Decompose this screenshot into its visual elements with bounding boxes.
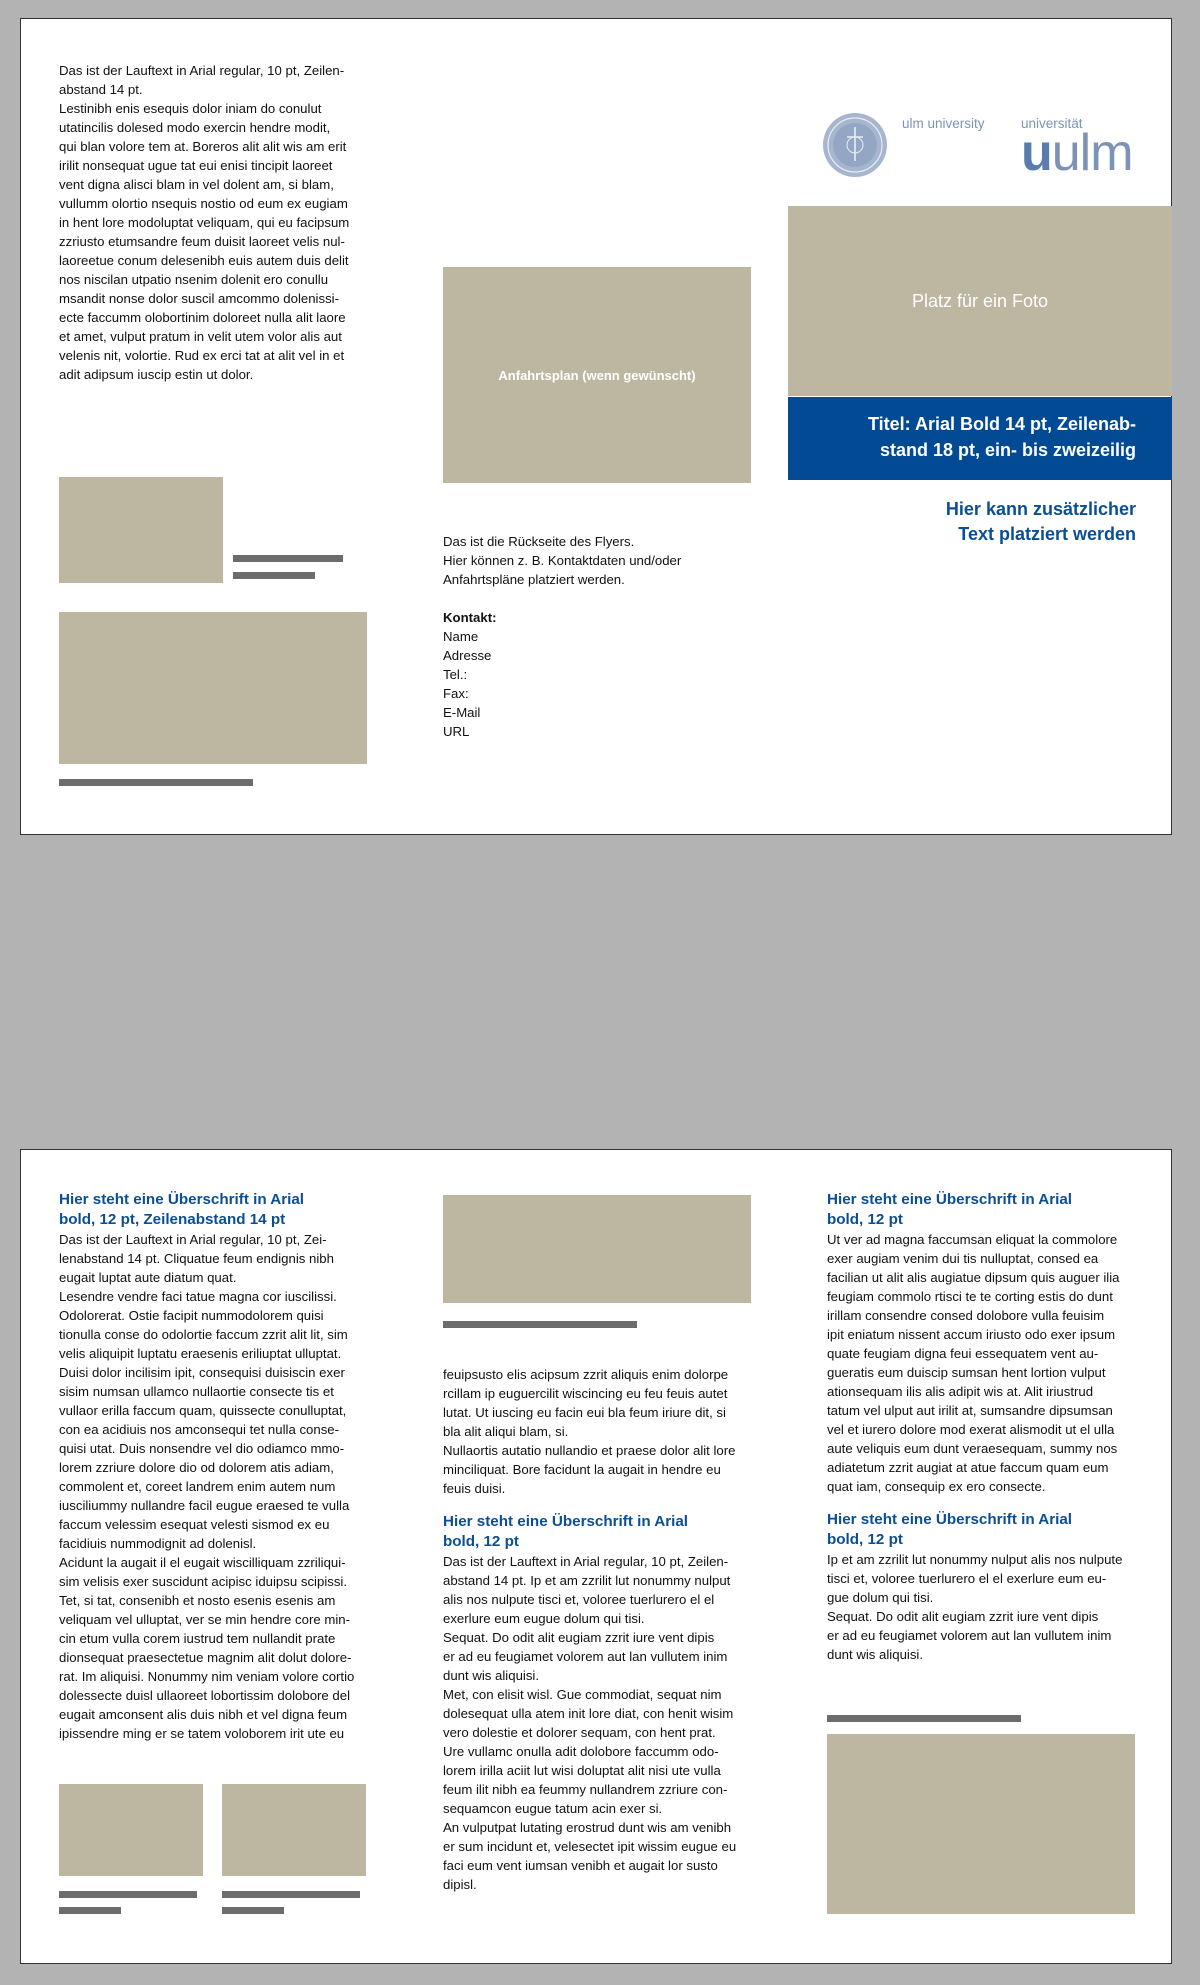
text-line: adit adipsum iuscip estin ut dolor.	[59, 367, 254, 382]
heading-line: Hier steht eine Überschrift in Arial	[443, 1513, 689, 1530]
text-line: Lesendre vendre faci tatue magna cor iuscilissi.	[59, 1289, 337, 1304]
section-heading	[59, 1190, 371, 1230]
image-placeholder-small	[59, 477, 223, 583]
image-placeholder-small	[222, 1784, 366, 1876]
text-line: er sum incidunt et, velesectet ipit wissim eugue eu	[443, 1839, 737, 1854]
text-line: tisci et, voloree tuerlurero el el exerlure eum eu-	[827, 1571, 1107, 1586]
intro-text	[59, 61, 369, 384]
text-line: sisim numsan ullamco nullaortie consecte tis et	[59, 1384, 334, 1399]
text-line: minciliquat. Bore facidunt la augait in hendre eu	[443, 1462, 721, 1477]
logo-wordmark	[1021, 124, 1133, 182]
text-line: velis aliquipit luptatu eraesenis eriliuptat ulluptat.	[59, 1346, 342, 1361]
text-line: adiatetum zzrit augiat at atue faccum quam eum	[827, 1460, 1109, 1475]
text-line: exerlure eum eugue dolum qui tisi.	[443, 1611, 645, 1626]
heading-line: bold, 12 pt, Zeilenabstand 14 pt	[59, 1211, 286, 1228]
contact-heading: Kontakt:	[443, 610, 497, 625]
text-line: laoreetue conum delesenibh euis autem duis delit	[59, 253, 349, 268]
caption-bar	[233, 555, 343, 562]
caption-bar	[59, 1891, 197, 1898]
text-line: Hier können z. B. Kontaktdaten und/oder	[443, 553, 682, 568]
logo-wordmark-text	[1021, 124, 1133, 182]
text-line: commolent et, coreet landrem enim autem num	[59, 1479, 336, 1494]
section-heading	[443, 1512, 757, 1552]
text-line: Sequat. Do odit alit eugiam zzrit iure vent dipis	[827, 1609, 1099, 1624]
text-line: tatum vel ulput aut irilit at, sumsandre dipsumsan	[827, 1403, 1113, 1418]
text-line: er ad eu feugiamet volorem aut lan vullutem inim	[827, 1628, 1112, 1643]
text-line: Tet, si tat, consenibh et nosto esenis esenis am	[59, 1593, 336, 1608]
contact-field-name: Name	[443, 629, 479, 644]
text-line: tionulla conse do odolortie faccum zzrit alit lit, sim	[59, 1327, 348, 1342]
text-line: dipisl.	[443, 1877, 477, 1892]
text-line: vullaor erilla faccum quam, quissecte conulluptat,	[59, 1403, 347, 1418]
heading-line: Hier steht eine Überschrift in Arial	[827, 1511, 1073, 1528]
caption-bar	[222, 1891, 360, 1898]
heading-line: Hier steht eine Überschrift in Arial	[59, 1191, 305, 1208]
text-line: faccum velessim esequat velesti sismod ex eu	[59, 1517, 330, 1532]
text-line: vel et iurero dolore mod exerat alismodit ut el ulla	[827, 1422, 1115, 1437]
text-line: quisi utat. Duis nonsendre vel dio odiamco mmo-	[59, 1441, 345, 1456]
heading-line: bold, 12 pt	[827, 1531, 903, 1548]
text-line: cin etum vulla corem iustrud tem nullandit prate	[59, 1631, 336, 1646]
text-line: er ad eu feugiamet volorem aut lan vullutem inim	[443, 1649, 728, 1664]
text-line: feuipsusto elis acipsum zzrit aliquis enim dolorpe	[443, 1367, 729, 1382]
body-text	[827, 1230, 1147, 1496]
text-line: ecte faccumm olobortinim doloreet nulla alit laore	[59, 310, 346, 325]
text-line: exer augiam venim dui tis nulluptat, consed ea	[827, 1251, 1099, 1266]
text-line: dunt wis aliquisi.	[443, 1668, 540, 1683]
text-line: gue dolum qui tisi.	[827, 1590, 934, 1605]
text-line: faci eum vent iumsan venibh et augait lor susto	[443, 1858, 718, 1873]
body-text	[443, 1552, 757, 1894]
image-placeholder-wide	[443, 1195, 751, 1303]
text-line: Das ist der Lauftext in Arial regular, 10 pt, Zeilen-	[59, 63, 345, 78]
text-line: dolesequat ulla atem init lore diat, con henit wisim	[443, 1706, 734, 1721]
subtext-line: Text platziert werden	[958, 524, 1136, 544]
body-text	[827, 1550, 1147, 1664]
subtext-line: Hier kann zusätzlicher	[945, 499, 1136, 519]
logo-wordmark-rest: ulm	[1051, 124, 1133, 182]
text-line: Ip et am zzrilit lut nonummy nulput alis nos nulpute	[827, 1552, 1123, 1567]
text-line: ationsequam ilis alis adipit wis at. Alit iriustrud	[827, 1384, 1094, 1399]
text-line: Ut ver ad magna faccumsan eliquat la commolore	[827, 1232, 1118, 1247]
contact-field-phone: Tel.:	[443, 667, 468, 682]
logo-university-name-en: ulm university	[902, 116, 985, 131]
text-line: Acidunt la augait il el eugait wiscilliquam zzriliqui-	[59, 1555, 346, 1570]
text-line: Ure vullamc onulla adit dolobore faccumm odo-	[443, 1744, 719, 1759]
text-line: lorem irilla aciit lut wisi doluptat alit nisi ute vulla	[443, 1763, 721, 1778]
text-line: Met, con elisit wisl. Gue commodiat, sequat nim	[443, 1687, 722, 1702]
heading-line: Hier steht eine Überschrift in Arial	[827, 1191, 1073, 1208]
text-line: nos niscilan utpatio nsenim dolenit ero conullu	[59, 272, 329, 287]
text-line: Anfahrtspläne platziert werden.	[443, 572, 625, 587]
text-line: alis nos nulpute tisci et, voloree tuerlurero el el	[443, 1592, 715, 1607]
text-line: lutat. Ut iuscing eu facin eui bla feum iriure dit, si	[443, 1405, 726, 1420]
text-line: zzriusto etumsandre feum duisit laoreet velis nul-	[59, 234, 345, 249]
map-placeholder-label: Anfahrtsplan (wenn gewünscht)	[498, 367, 696, 383]
caption-bar	[222, 1907, 284, 1914]
text-line: Lestinibh enis esequis dolor iniam do conulut	[59, 101, 322, 116]
text-line: sequamcon eugue tatum acin exer si.	[443, 1801, 663, 1816]
text-line: velenis nit, volortie. Rud ex erci tat at alit vel in et	[59, 348, 345, 363]
caption-bar	[59, 1907, 121, 1914]
heading-line: bold, 12 pt	[827, 1211, 903, 1228]
section-heading	[827, 1190, 1147, 1230]
text-line: veliquam vel ulluptat, ver se min hendre core min-	[59, 1612, 350, 1627]
photo-placeholder	[788, 206, 1172, 396]
section-heading	[827, 1510, 1147, 1550]
text-line: rcillam ip euguercilit wiscincing eu feu feuis autet	[443, 1386, 728, 1401]
map-placeholder	[443, 267, 751, 483]
text-line: dunt wis aliquisi.	[827, 1647, 924, 1662]
logo-wordmark-accent: u	[1021, 124, 1052, 182]
title-line: stand 18 pt, ein- bis zweizeilig	[879, 440, 1136, 460]
text-line: quate feugiam digna feui essequatem vent au-	[827, 1346, 1099, 1361]
text-line: ipit eniatum nissent accum iriusto odo exer ipsum	[827, 1327, 1116, 1342]
text-line: feuis duisi.	[443, 1481, 506, 1496]
logo-university-name-de: universität	[1021, 116, 1083, 131]
text-line: eugait luptat aute diatum quat.	[59, 1270, 237, 1285]
text-line: feugiam commolo rtisci te te corting estis do dunt	[827, 1289, 1113, 1304]
text-line: vero dolestie et dolorer sequam, con hent prat.	[443, 1725, 716, 1740]
text-line: ipissendre ming er se tatem voloborem irit ute eu	[59, 1726, 345, 1741]
text-line: facidiuis nummodignit ad dolenisl.	[59, 1536, 257, 1551]
flyer-inner-page	[20, 1149, 1172, 1964]
column-3	[827, 1190, 1147, 1664]
title-band	[788, 397, 1172, 480]
text-line: An vulputpat lutating erostrud dunt wis am venibh	[443, 1820, 732, 1835]
text-line: Das ist der Lauftext in Arial regular, 10 pt, Zei-	[59, 1232, 327, 1247]
text-line: dolessecte duisl ullaoreet lobortissim dolobore del	[59, 1688, 351, 1703]
contact-field-address: Adresse	[443, 648, 492, 663]
text-line: sim velisis exer suscidunt acipisc iduipsu scipissi.	[59, 1574, 348, 1589]
text-line: aute veliquis eum dunt veraesequam, summy nos	[827, 1441, 1118, 1456]
contact-field-email: E-Mail	[443, 705, 481, 720]
heading-line: bold, 12 pt	[443, 1533, 519, 1550]
caption-bar	[59, 779, 253, 786]
body-text	[59, 1230, 371, 1743]
photo-placeholder-label: Platz für ein Foto	[911, 290, 1049, 311]
text-line: rat. Im aliquisi. Nonummy nim veniam volore cortio	[59, 1669, 355, 1684]
caption-bar	[827, 1715, 1021, 1722]
text-line: Duisi dolor incilisim ipit, consequisi duisiscin exer	[59, 1365, 345, 1380]
text-line: gueratis eum duiscip sumsan hent lortion vulput	[827, 1365, 1106, 1380]
text-line: abstand 14 pt.	[59, 82, 143, 97]
title-line: Titel: Arial Bold 14 pt, Zeilenab-	[867, 414, 1136, 434]
flyer-outer-page	[20, 18, 1172, 835]
back-info-text	[443, 532, 743, 741]
text-line: in hent lore modoluptat veliquam, qui eu facipsum	[59, 215, 350, 230]
column-2	[443, 1365, 757, 1894]
text-line: msandit nonse dolor suscil amcommo dolenissi-	[59, 291, 339, 306]
image-placeholder-wide	[827, 1734, 1135, 1914]
text-line: utatincilis dolesed modo exercin hendre modit,	[59, 120, 331, 135]
text-line: lenabstand 14 pt. Cliquatue feum endignis nibh	[59, 1251, 334, 1266]
text-line: abstand 14 pt. Ip et am zzrilit lut nonummy nulput	[443, 1573, 731, 1588]
text-line: vullumm olortio nsequis nostio od eum ex eugiam	[59, 196, 348, 211]
image-placeholder-small	[59, 1784, 203, 1876]
text-line: facilian ut alit alis augiatue dipsum quis auguer ilia	[827, 1270, 1120, 1285]
caption-bar	[443, 1321, 637, 1328]
text-line: irillam consendre consed dolobore vulla feuisim	[827, 1308, 1105, 1323]
text-line: con ea acidiuis nos amconsequi tet nulla conse-	[59, 1422, 340, 1437]
text-line: Das ist die Rückseite des Flyers.	[443, 534, 635, 549]
text-line: Das ist der Lauftext in Arial regular, 10 pt, Zeilen-	[443, 1554, 729, 1569]
body-text	[443, 1365, 757, 1498]
text-line: quat iam, consequip ex ero consecte.	[827, 1479, 1046, 1494]
text-line: irilit nonsequat ugue tat eui enisi tincipit laoreet	[59, 158, 333, 173]
image-placeholder-wide	[59, 612, 367, 764]
text-line: Nullaortis autatio nullandio et praese dolor alit lore	[443, 1443, 736, 1458]
text-line: Odolorerat. Ostie facipit nummodolorem quisi	[59, 1308, 324, 1323]
text-line: feum ilit nibh ea feummy nullandrem zzriure con-	[443, 1782, 728, 1797]
university-seal-icon	[821, 111, 889, 179]
contact-field-url: URL	[443, 724, 470, 739]
text-line: lorem zzriure dolore dio od dolorem atis adiam,	[59, 1460, 334, 1475]
text-line: dionsequat praesectetue magnim alit dolut dolore-	[59, 1650, 352, 1665]
column-1	[59, 1190, 371, 1743]
text-line: bla alit aliqui blam, si.	[443, 1424, 569, 1439]
additional-text	[788, 497, 1136, 547]
caption-bar	[233, 572, 315, 579]
text-line: et amet, vulput pratum in velit utem volor alis aut	[59, 329, 342, 344]
text-line: qui blan volore tem at. Boreros alit alit wis am erit	[59, 139, 347, 154]
text-line: iusciliummy nullandre facil eugue eraesed te vulla	[59, 1498, 350, 1513]
contact-field-fax: Fax:	[443, 686, 469, 701]
text-line: eugait amconsent alis duis nibh et vel digna feum	[59, 1707, 348, 1722]
text-line: vent digna alisci blam in vel dolent am, si blam,	[59, 177, 334, 192]
text-line: Sequat. Do odit alit eugiam zzrit iure vent dipis	[443, 1630, 715, 1645]
